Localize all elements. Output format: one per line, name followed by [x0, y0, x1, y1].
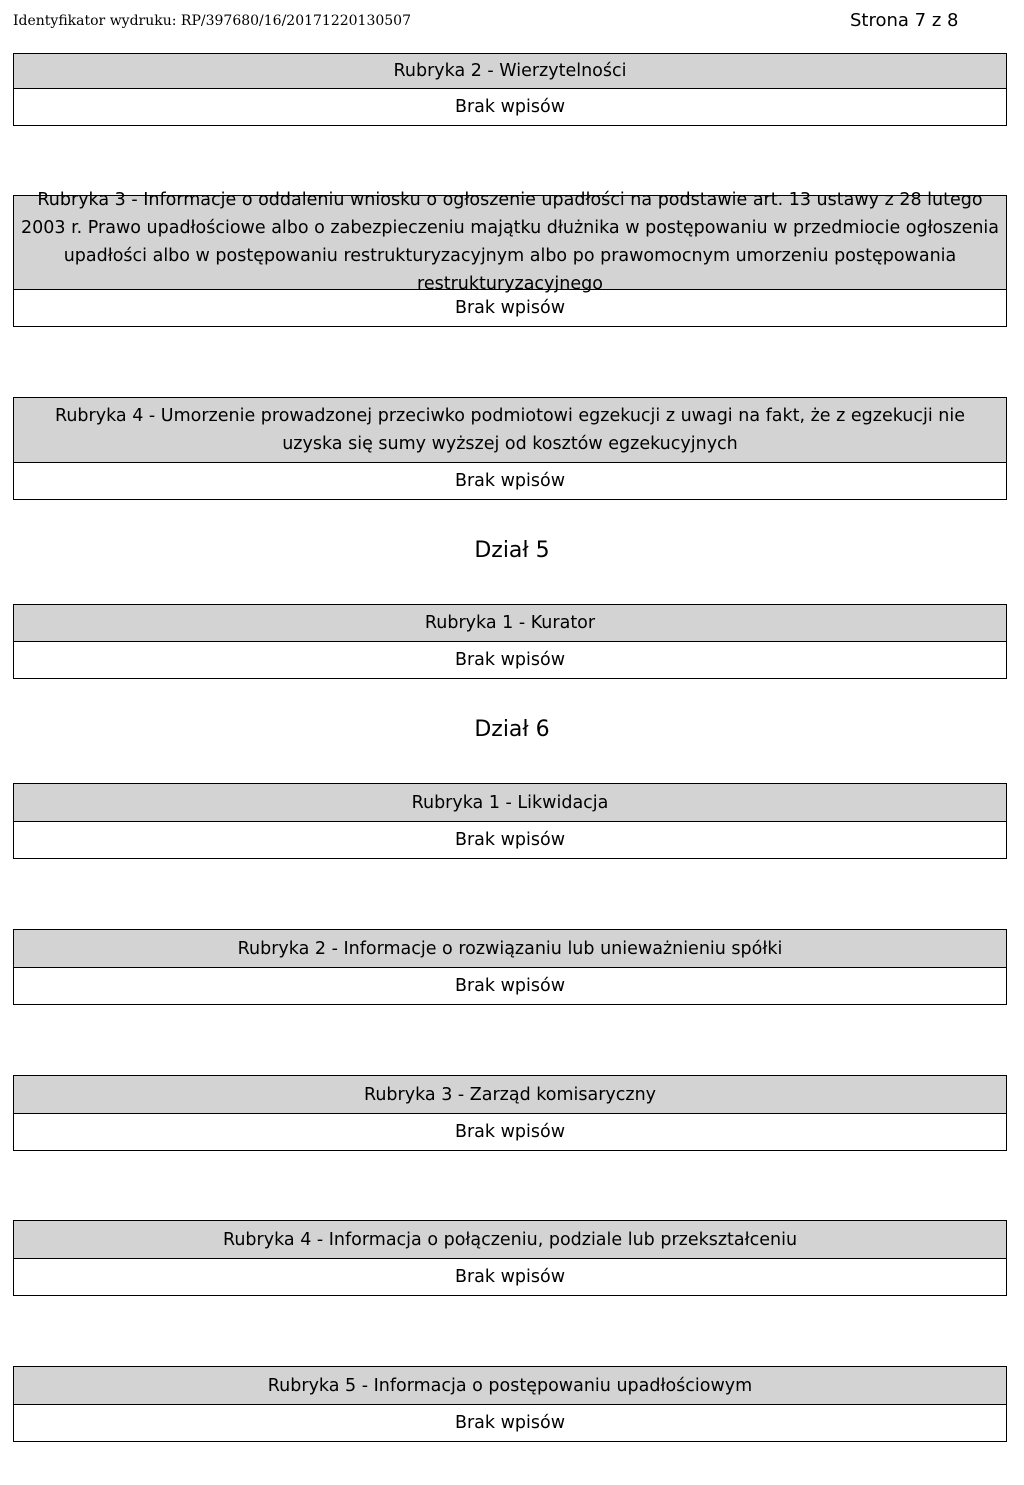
section-rubryka-2-rozwiazanie-spolki — [13, 929, 1007, 1005]
section-title: Rubryka 2 - Informacje o rozwiązaniu lub unieważnieniu spółki — [14, 930, 1006, 968]
section-title: Rubryka 3 - Zarząd komisaryczny — [14, 1076, 1006, 1114]
section-title: Rubryka 3 - Informacje o oddaleniu wniosku o ogłoszenie upadłości na podstawie art. 13 ustawy z 28 lutego 2003 r. Prawo upadłościowe albo o zabezpieczeniu majątku dłużnika w postępowaniu w przedmiocie ogłoszenia upadłości albo w postępowaniu restrukturyzacyjnym albo po prawomocnym umorzeniu postępowania restrukturyzacyjnego — [14, 196, 1006, 290]
section-title: Rubryka 1 - Kurator — [14, 605, 1006, 642]
section-body: Brak wpisów — [454, 1267, 566, 1287]
section-title: Rubryka 5 - Informacja o postępowaniu upadłościowym — [14, 1367, 1006, 1405]
section-title: Rubryka 4 - Umorzenie prowadzonej przeciwko podmiotowi egzekucji z uwagi na fakt, że z egzekucji nie uzyska się sumy wyższej od kosztów egzekucyjnych — [14, 398, 1006, 463]
section-rubryka-2-wierzytelnosci — [13, 53, 1007, 126]
section-rubryka-3-zarzad-komisaryczny — [13, 1075, 1007, 1151]
section-rubryka-1-kurator — [13, 604, 1007, 679]
print-identifier: Identyfikator wydruku: RP/397680/16/20171220130507 — [13, 13, 411, 29]
dzial-5-heading: Dział 5 — [474, 538, 550, 563]
section-title: Rubryka 2 - Wierzytelności — [14, 54, 1006, 89]
section-rubryka-1-likwidacja — [13, 783, 1007, 859]
section-body: Brak wpisów — [454, 298, 566, 318]
section-rubryka-4-polaczenie — [13, 1220, 1007, 1296]
section-body: Brak wpisów — [454, 650, 566, 670]
section-body: Brak wpisów — [454, 97, 566, 117]
dzial-6-heading: Dział 6 — [474, 717, 550, 742]
section-title: Rubryka 4 - Informacja o połączeniu, podziale lub przekształceniu — [14, 1221, 1006, 1259]
section-body: Brak wpisów — [454, 1413, 566, 1433]
section-body: Brak wpisów — [454, 976, 566, 996]
section-rubryka-3-oddalenie-wniosku — [13, 189, 1007, 327]
page-number: Strona 7 z 8 — [850, 10, 959, 31]
section-body: Brak wpisów — [454, 1122, 566, 1142]
section-body: Brak wpisów — [454, 830, 566, 850]
section-title: Rubryka 1 - Likwidacja — [14, 784, 1006, 822]
section-rubryka-5-postepowanie-upadlosciowe — [13, 1366, 1007, 1442]
section-rubryka-4-umorzenie-egzekucji — [13, 397, 1007, 500]
section-body: Brak wpisów — [454, 471, 566, 491]
